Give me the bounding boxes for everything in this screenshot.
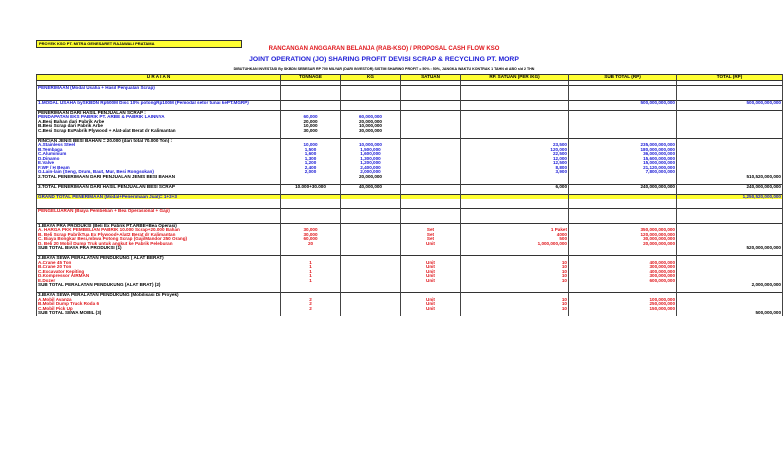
cell-tonnage[interactable]: 60,000 bbox=[281, 237, 341, 242]
cell-tonnage[interactable]: 10,000 bbox=[281, 143, 341, 148]
cell-satuan[interactable]: Unit bbox=[401, 265, 461, 270]
cell-satuan[interactable]: Unit bbox=[401, 261, 461, 266]
cell-uraian[interactable]: PENERIMAAN DARI HASIL PENJUALAN SCRAP : bbox=[37, 110, 281, 115]
budget-table bbox=[36, 74, 783, 316]
cell-uraian[interactable]: 1.MODAL USAHA bySKBDN Rp500M Disc 10% potongRp100M (Pemodal setor tunai kePT.MGRP) bbox=[37, 100, 281, 105]
cell-tonnage[interactable]: 1 bbox=[281, 279, 341, 284]
cell-rp-satuan[interactable]: 500 bbox=[461, 237, 569, 242]
col-header-rp-satuan: RP. SATUAN (PER /KG) bbox=[461, 75, 569, 81]
cell-uraian[interactable]: B.Mobil Dump Truck Roda 6 bbox=[37, 302, 281, 307]
cell-satuan[interactable]: Set bbox=[401, 233, 461, 238]
cell-subtotal[interactable]: 250,000,000 bbox=[569, 302, 677, 307]
cell-subtotal[interactable]: 120,000,000,000 bbox=[569, 233, 677, 238]
cell-satuan[interactable]: Unit bbox=[401, 302, 461, 307]
cell-satuan[interactable]: Unit bbox=[401, 274, 461, 279]
cell-tonnage[interactable]: 1 bbox=[281, 274, 341, 279]
cell-uraian[interactable]: B. Beli Scrap PabrikTua Ex Plywood+Alat2 Berat dr Kalimantan bbox=[37, 233, 281, 238]
cell-uraian[interactable]: SUB TOTAL SEWA MOBIL (3) bbox=[37, 311, 281, 316]
col-header-tonnage: TONNAGE bbox=[281, 75, 341, 81]
cell-total[interactable]: 520,000,000,000 bbox=[677, 246, 783, 251]
cell-satuan[interactable]: Set bbox=[401, 228, 461, 233]
cell-rp-satuan[interactable]: 23,500 bbox=[461, 143, 569, 148]
cell-uraian[interactable]: D. Beli 20 Mobil Dump Truk untuk angkut ke Pabrik Peleburan bbox=[37, 242, 281, 247]
cell-subtotal[interactable]: 21,120,000,000 bbox=[569, 166, 677, 171]
cell-subtotal[interactable]: 400,000,000 bbox=[569, 261, 677, 266]
cell-uraian[interactable]: D.Kompressor AIRMAN bbox=[37, 274, 281, 279]
cell-subtotal[interactable]: 30,000,000,000 bbox=[569, 237, 677, 242]
cell-kg[interactable]: 1,300,000 bbox=[341, 157, 401, 162]
cell-uraian[interactable]: C.Mobil Pick Up bbox=[37, 307, 281, 312]
cell-tonnage[interactable]: 2,400 bbox=[281, 166, 341, 171]
cell-rp-satuan[interactable]: 8,800 bbox=[461, 166, 569, 171]
table-row bbox=[37, 311, 783, 316]
document-subtitle: JOINT OPERATION (JO) SHARING PROFIT DEVISI SCRAP & RECYCLING PT. MORP bbox=[249, 56, 519, 63]
cell-rp-satuan[interactable]: 12,500 bbox=[461, 161, 569, 166]
cell-satuan[interactable]: Unit bbox=[401, 307, 461, 312]
cell-rp-satuan[interactable]: 4000 bbox=[461, 233, 569, 238]
cell-rp-satuan[interactable]: 10 bbox=[461, 274, 569, 279]
project-banner: PROYEK KSO PT. MITRA GENESARET RAJAWALI PRATAMA bbox=[36, 40, 242, 48]
cell-uraian[interactable]: 3.TOTAL PENERIMAAN DARI HASIL PENJUALAN BESI SCRAP bbox=[37, 184, 281, 189]
cell-uraian[interactable]: B.Tembaga bbox=[37, 148, 281, 153]
cell-uraian[interactable]: GRAND TOTAL PENERIMAAN (Modal+Penerimaan Jual)= 1+2+3 bbox=[37, 194, 281, 199]
cell-tonnage[interactable]: 10,000 bbox=[281, 124, 341, 129]
cell-rp-satuan[interactable]: 1,000,000,000 bbox=[461, 242, 569, 247]
cell-tonnage[interactable]: 2 bbox=[281, 307, 341, 312]
cell-rp-satuan[interactable]: 10 bbox=[461, 265, 569, 270]
col-header-total: TOTAL (RP) bbox=[677, 75, 783, 81]
col-header-subtotal: SUB TOTAL (RP) bbox=[569, 75, 677, 81]
cell-subtotal[interactable]: 235,000,000,000 bbox=[569, 143, 677, 148]
cell-tonnage[interactable]: 20,000 bbox=[281, 120, 341, 125]
cell-uraian[interactable]: A.Stainless Steel bbox=[37, 143, 281, 148]
cell-satuan[interactable]: Unit bbox=[401, 279, 461, 284]
cell-uraian[interactable]: PENERIMAAN (Modal Usaha + Hasil Penjualan Scrap) bbox=[37, 86, 281, 91]
cell-subtotal[interactable]: 36,000,000,000 bbox=[569, 152, 677, 157]
cell-total[interactable]: 500,000,000 bbox=[677, 311, 783, 316]
cell-uraian[interactable]: F.WF / H Beam bbox=[37, 166, 281, 171]
cell-subtotal[interactable]: 180,000,000,000 bbox=[569, 148, 677, 153]
cell-kg[interactable]: 2,000,000 bbox=[341, 170, 401, 175]
cell-tonnage[interactable]: 1 bbox=[281, 261, 341, 266]
cell-uraian[interactable]: B.Besi Scrap dari Pabrik Arbe bbox=[37, 124, 281, 129]
cell-rp-satuan[interactable]: 12,000 bbox=[461, 157, 569, 162]
cell-tonnage[interactable]: 2,000 bbox=[281, 170, 341, 175]
cell-kg[interactable]: 1,600,000 bbox=[341, 152, 401, 157]
cell-rp-satuan[interactable]: 10 bbox=[461, 298, 569, 303]
cell-uraian[interactable]: 3.BIAYA SEWA PERALATAN PENDUKUNG (Mobilisasi Di Proyek) bbox=[37, 293, 281, 298]
cell-uraian[interactable]: SUB TOTAL BIAYA PRA PRODUKSI (1) bbox=[37, 246, 281, 251]
cell-subtotal[interactable]: 300,000,000 bbox=[569, 274, 677, 279]
cell-total[interactable]: 240,000,000,000 bbox=[677, 184, 783, 189]
cell-tonnage[interactable]: 2 bbox=[281, 298, 341, 303]
cell-rp-satuan[interactable]: 6,000 bbox=[461, 184, 569, 189]
cell-kg[interactable]: 20,000,000 bbox=[341, 175, 401, 180]
col-header-uraian: U R A I A N bbox=[37, 75, 281, 81]
cell-subtotal[interactable]: 20,000,000,000 bbox=[569, 242, 677, 247]
cell-kg[interactable]: 40,000,000 bbox=[341, 184, 401, 189]
cell-tonnage[interactable]: 1,200 bbox=[281, 161, 341, 166]
cell-uraian[interactable]: 2.TOTAL PENERIMAAN DARI PENJUALAN JENIS BESI BAHAN bbox=[37, 175, 281, 180]
cell-kg[interactable]: 1,500,000 bbox=[341, 148, 401, 153]
cell-tonnage[interactable]: 1 bbox=[281, 270, 341, 275]
cell-satuan[interactable]: Unit bbox=[401, 242, 461, 247]
cell-subtotal[interactable]: 600,000,000 bbox=[569, 279, 677, 284]
cell-tonnage[interactable]: 20 bbox=[281, 242, 341, 247]
cell-total[interactable]: 500,000,000,000 bbox=[677, 100, 783, 105]
cell-satuan[interactable]: Set bbox=[401, 237, 461, 242]
cell-uraian[interactable]: PENDAPATAN EKS PABRIK PT. ARBE & PABRIK LAINNYA bbox=[37, 115, 281, 120]
cell-uraian[interactable]: C.Excavator Kepiting bbox=[37, 270, 281, 275]
cell-subtotal[interactable]: 7,800,000,000 bbox=[569, 170, 677, 175]
cell-tonnage[interactable]: 30,000 bbox=[281, 129, 341, 134]
cell-kg[interactable]: 10,000,000 bbox=[341, 124, 401, 129]
cell-uraian[interactable]: C. Biaya Bongkar Besi,mbwa Potong Scrap (Gaji/Mandor 250 Orang) bbox=[37, 237, 281, 242]
cell-uraian[interactable]: A.Mobil Avanza bbox=[37, 298, 281, 303]
cell-subtotal[interactable] bbox=[569, 311, 677, 316]
cell-subtotal[interactable]: 240,000,000,000 bbox=[569, 184, 677, 189]
cell-uraian[interactable]: E.Dozer bbox=[37, 279, 281, 284]
cell-uraian[interactable]: 1.BIAYA PRA PRODUKSI (Beli Ex Pabrik PT.ARBE+Bea Operasi) bbox=[37, 223, 281, 228]
cell-satuan[interactable]: Unit bbox=[401, 298, 461, 303]
investment-note: DIBUTUHKAN INVESTASI By SKBDN SEBESAR RP 700 MILYAR (DARI INVESTOR) SISTIM SHARING PROFIT = 50% : 50%, JANGKA WAKTU KONTRAK 1 TAHN di ABO s/d 2 THN bbox=[233, 67, 535, 71]
cell-uraian[interactable]: RINCIAN JENIS BESI BAHAN = 20.000 (dari total 70.000 Ton) : bbox=[37, 138, 281, 143]
cell-kg[interactable]: 10,000,000 bbox=[341, 143, 401, 148]
cell-uraian[interactable]: G.Lain-lain (Seng, Drum, Baut, Mur, Besi Rongsokan) bbox=[37, 170, 281, 175]
col-header-satuan: SATUAN bbox=[401, 75, 461, 81]
cell-uraian[interactable]: A. HARGA PKK PEMBELIAN PABRIK 10.000 Scrap+20.000 Bahan bbox=[37, 228, 281, 233]
cell-tonnage[interactable]: 60,000 bbox=[281, 115, 341, 120]
cell-kg[interactable]: 1,200,000 bbox=[341, 161, 401, 166]
cell-uraian[interactable]: A.Besi Bahan dari Pabrik Arbe bbox=[37, 120, 281, 125]
cell-rp-satuan[interactable]: 10 bbox=[461, 279, 569, 284]
cell-tonnage[interactable]: 1,600 bbox=[281, 152, 341, 157]
cell-kg[interactable]: 20,000,000 bbox=[341, 120, 401, 125]
cell-subtotal[interactable]: 150,000,000 bbox=[569, 307, 677, 312]
cell-uraian[interactable]: D.Dinamo bbox=[37, 157, 281, 162]
cell-kg[interactable]: 2,400,000 bbox=[341, 166, 401, 171]
cell-rp-satuan[interactable]: 3,900 bbox=[461, 170, 569, 175]
cell-uraian[interactable]: PENGELUARAN (Biaya Pembelian + Bea Operasional + Gaji) bbox=[37, 209, 281, 214]
cell-tonnage[interactable]: 30,000 bbox=[281, 233, 341, 238]
cell-rp-satuan[interactable]: 22,500 bbox=[461, 152, 569, 157]
cell-total[interactable]: 1,250,520,000,000 bbox=[677, 194, 783, 199]
cell-uraian[interactable]: E.Valve bbox=[37, 161, 281, 166]
cell-uraian[interactable]: 2.BIAYA SEWA PERALATAN PENDUKUNG ( ALAT BERAT) bbox=[37, 256, 281, 261]
cell-total[interactable]: 510,520,000,000 bbox=[677, 175, 783, 180]
col-header-kg: KG bbox=[341, 75, 401, 81]
cell-tonnage[interactable]: 30,000 bbox=[281, 228, 341, 233]
cell-uraian[interactable]: SUB TOTAL PERALATAN PENDUKUNG (ALAT BRAT) (2) bbox=[37, 283, 281, 288]
cell-subtotal[interactable]: 15,000,000,000 bbox=[569, 161, 677, 166]
cell-tonnage[interactable]: 1 bbox=[281, 265, 341, 270]
cell-satuan[interactable] bbox=[401, 311, 461, 316]
cell-subtotal[interactable]: 500,000,000,000 bbox=[569, 100, 677, 105]
cell-tonnage[interactable]: 1,300 bbox=[281, 157, 341, 162]
cell-tonnage[interactable]: 2 bbox=[281, 302, 341, 307]
cell-tonnage[interactable]: 10.000+30.000 bbox=[281, 184, 341, 189]
cell-rp-satuan[interactable]: 10 bbox=[461, 302, 569, 307]
cell-tonnage[interactable]: 1,500 bbox=[281, 148, 341, 153]
cell-uraian[interactable]: C.Besi Scrap ExPabrik Plywood + Alat-alat Berat dr Kalimantan bbox=[37, 129, 281, 134]
cell-satuan[interactable]: Unit bbox=[401, 270, 461, 275]
cell-total[interactable]: 2,000,000,000 bbox=[677, 283, 783, 288]
cell-tonnage[interactable] bbox=[281, 311, 341, 316]
cell-subtotal[interactable]: 300,000,000 bbox=[569, 265, 677, 270]
cell-subtotal[interactable]: 100,000,000 bbox=[569, 298, 677, 303]
cell-rp-satuan[interactable] bbox=[461, 311, 569, 316]
cell-rp-satuan[interactable]: 120,000 bbox=[461, 148, 569, 153]
cell-uraian[interactable]: C.Aluminium bbox=[37, 152, 281, 157]
cell-kg[interactable]: 30,000,000 bbox=[341, 129, 401, 134]
cell-rp-satuan[interactable]: 1 Paket bbox=[461, 228, 569, 233]
cell-rp-satuan[interactable]: 10 bbox=[461, 270, 569, 275]
cell-rp-satuan[interactable]: 10 bbox=[461, 307, 569, 312]
cell-subtotal[interactable]: 350,000,000,000 bbox=[569, 228, 677, 233]
cell-kg[interactable] bbox=[341, 311, 401, 316]
cell-uraian[interactable]: A.Crane 45 Ton bbox=[37, 261, 281, 266]
cell-subtotal[interactable]: 15,600,000,000 bbox=[569, 157, 677, 162]
cell-rp-satuan[interactable]: 10 bbox=[461, 261, 569, 266]
cell-uraian[interactable]: B.Crane 20 Ton bbox=[37, 265, 281, 270]
cell-kg[interactable]: 60,000,000 bbox=[341, 115, 401, 120]
cell-subtotal[interactable]: 400,000,000 bbox=[569, 270, 677, 275]
document-title: RANCANGAN ANGGARAN BELANJA (RAB-KSO) / PROPOSAL CASH FLOW KSO bbox=[268, 46, 500, 52]
